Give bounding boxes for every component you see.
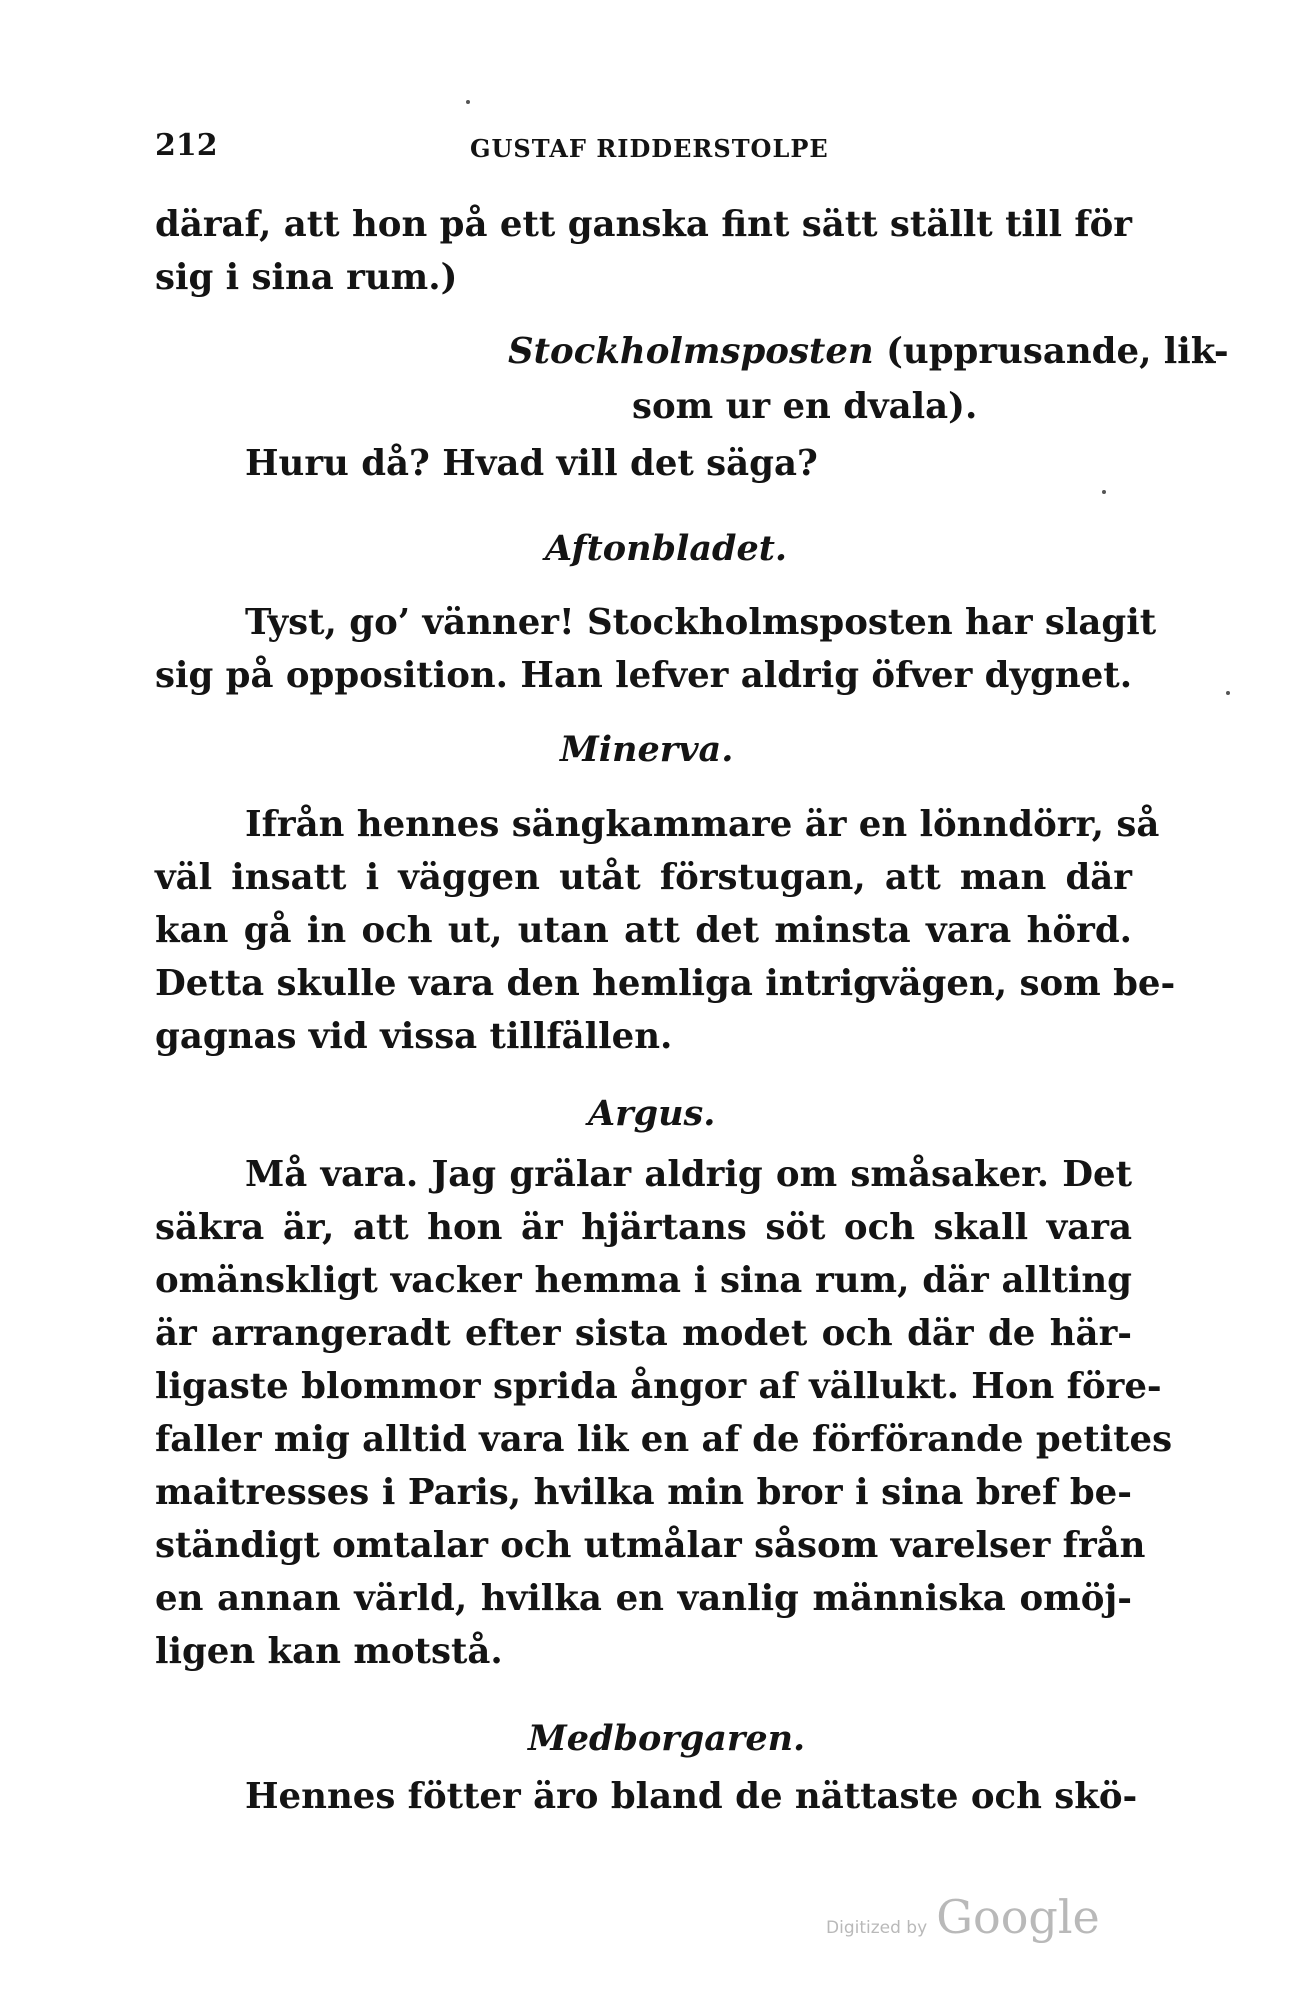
paragraph-continuation — [155, 198, 1132, 304]
text-line: kan gå in och ut, utan att det minsta vara hörd. — [155, 910, 1132, 951]
text-line: faller mig alltid vara lik en af de förförande petites — [155, 1419, 1173, 1460]
text-line: Hennes fötter äro bland de nättaste och skö- — [245, 1776, 1138, 1817]
text-line: omänskligt vacker hemma i sina rum, där allting — [155, 1260, 1132, 1301]
speech-line: Huru då? Hvad vill det säga? — [245, 443, 818, 484]
speaker-name: Stockholmsposten — [508, 331, 874, 372]
text-line: Tyst, go’ vänner! Stockholmsposten har slagit — [245, 602, 1157, 643]
text-line: är arrangeradt efter sista modet och där de här- — [155, 1313, 1132, 1354]
stage-direction: (upprusande, lik- — [873, 331, 1229, 372]
text-line: ständigt omtalar och utmålar såsom varelser från — [155, 1525, 1146, 1566]
text-line: sig på opposition. Han lefver aldrig öfver dygnet. — [155, 655, 1133, 696]
text-line: ligaste blommor sprida ångor af vällukt. Hon före- — [155, 1366, 1162, 1407]
speaker-minerva: Minerva. — [560, 729, 734, 770]
print-speck — [1102, 490, 1106, 494]
speech-argus — [155, 1148, 1173, 1678]
text-line: maitresses i Paris, hvilka min bror i sina bref be- — [155, 1472, 1132, 1513]
stage-direction-stockholmsposten — [508, 331, 1229, 372]
running-title: GUSTAF RIDDERSTOLPE — [470, 134, 829, 163]
text-line: sig i sina rum.) — [155, 257, 458, 298]
digitized-by-google-watermark — [826, 1890, 1100, 1944]
text-line: säkra är, att hon är hjärtans söt och skall vara — [155, 1207, 1132, 1248]
speaker-medborgaren: Medborgaren. — [528, 1718, 806, 1759]
speaker-aftonbladet: Aftonbladet. — [545, 528, 788, 569]
text-line: Ifrån hennes sängkammare är en lönndörr, så — [245, 804, 1160, 845]
text-line: väl insatt i väggen utåt förstugan, att man där — [155, 857, 1132, 898]
watermark-prefix: Digitized by — [826, 1918, 928, 1938]
text-line: ligen kan motstå. — [155, 1631, 503, 1672]
running-head — [155, 128, 1132, 168]
text-line: Må vara. Jag grälar aldrig om småsaker. Det — [245, 1154, 1132, 1195]
print-speck — [466, 100, 470, 104]
text-line: Detta skulle vara den hemliga intrigvägen, som be- — [155, 963, 1176, 1004]
stage-direction-line: som ur en dvala). — [632, 386, 978, 427]
text-line: gagnas vid vissa tillfällen. — [155, 1016, 673, 1057]
print-speck — [1226, 691, 1230, 695]
text-line: däraf, att hon på ett ganska fint sätt ställt till för — [155, 204, 1132, 245]
speech-minerva — [155, 798, 1176, 1063]
speech-medborgaren — [155, 1770, 1138, 1823]
speech-aftonbladet — [155, 596, 1157, 702]
speaker-argus: Argus. — [588, 1093, 716, 1134]
text-line: en annan värld, hvilka en vanlig människa omöj- — [155, 1578, 1132, 1619]
google-logo: Google — [936, 1890, 1100, 1944]
page-number: 212 — [155, 128, 218, 163]
